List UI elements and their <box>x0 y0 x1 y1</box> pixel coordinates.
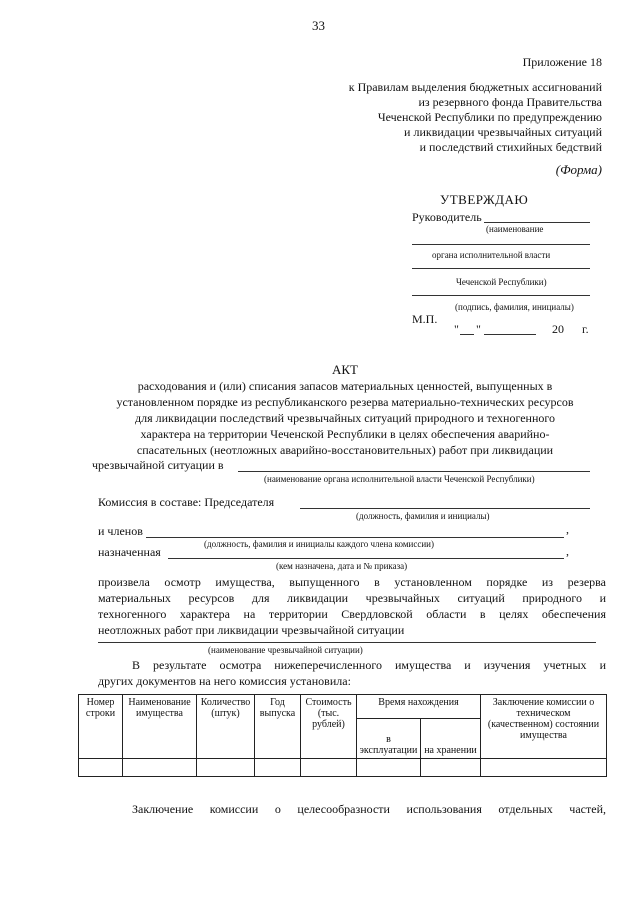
act-line: спасательных (неотложных аварийно-восстановительных) работ при ликвидации <box>136 443 554 457</box>
table-cell <box>197 759 255 777</box>
col-header-name: Наименование имущества <box>123 695 197 759</box>
page-number: 33 <box>312 18 325 33</box>
appointed-comma: , <box>566 544 569 558</box>
table-cell <box>301 759 357 777</box>
table-cell <box>123 759 197 777</box>
stamp-place: М.П. <box>412 312 438 326</box>
members-label: и членов <box>98 524 143 538</box>
approve-caption-name: (наименование <box>486 224 544 234</box>
col-header-in-storage: на хранении <box>421 719 481 759</box>
appendix-line: из резервного фонда Правительства <box>418 95 602 109</box>
members-comma: , <box>566 522 569 536</box>
members-line <box>146 537 564 538</box>
inventory-table <box>78 694 607 777</box>
result-line: В результате осмотра нижеперечисленного имущества и изучения учетных и <box>132 658 606 672</box>
table-cell <box>255 759 301 777</box>
date-day-line <box>460 334 474 335</box>
org-line <box>412 244 590 245</box>
chair-caption: (должность, фамилия и инициалы) <box>356 511 490 521</box>
date-month-line <box>484 334 536 335</box>
date-year-suffix: г. <box>582 322 589 336</box>
signature-line <box>412 295 590 296</box>
situation-line <box>98 642 596 643</box>
inspection-line: неотложных работ при ликвидации чрезвычайной ситуации <box>98 623 405 637</box>
approve-caption-org: органа исполнительной власти <box>432 250 551 260</box>
head-line <box>484 222 590 223</box>
date-quote-open: " <box>454 322 459 336</box>
situation-caption: (наименование чрезвычайной ситуации) <box>208 645 363 655</box>
footer-line: Заключение комиссии о целесообразности использования отдельных частей, <box>132 802 606 816</box>
col-header-conclusion: Заключение комиссии о техническом (качественном) состоянии имущества <box>481 695 607 759</box>
table-cell <box>79 759 123 777</box>
chair-line <box>300 508 590 509</box>
org-caption: (наименование органа исполнительной власти Чеченской Республики) <box>264 474 535 484</box>
form-label: (Форма) <box>555 162 602 177</box>
approve-caption-signature: (подпись, фамилия, инициалы) <box>455 302 574 312</box>
appointed-line <box>168 558 564 559</box>
inspection-line: техногенного характера на территории Свердловской области в целях обеспечения <box>98 607 606 621</box>
act-line: характера на территории Чеченской Республики в целях обеспечения аварийно- <box>140 427 550 441</box>
approve-caption-republic: Чеченской Республики) <box>456 277 547 287</box>
col-header-num: Номер строки <box>79 695 123 759</box>
table-cell <box>421 759 481 777</box>
appendix-line: и ликвидации чрезвычайных ситуаций <box>404 125 602 139</box>
appointed-label: назначенная <box>98 545 161 559</box>
result-line-2: других документов на него комиссия установила: <box>98 674 351 688</box>
col-header-qty: Количество (штук) <box>197 695 255 759</box>
inspection-line: произвела осмотр имущества, выпущенного в установленном порядке из резерва <box>98 575 606 589</box>
act-line: расходования и (или) списания запасов материальных ценностей, выпущенных в <box>137 379 553 393</box>
col-header-location: Время нахождения <box>357 695 481 719</box>
col-header-year: Год выпуска <box>255 695 301 759</box>
date-year: 20 <box>552 322 564 336</box>
inspection-line: материальных ресурсов для ликвидации чрезвычайных ситуаций природного и <box>98 591 606 605</box>
act-title: АКТ <box>332 362 358 377</box>
inspection-text <box>98 574 606 638</box>
col-header-cost: Стоимость (тыс. рублей) <box>301 695 357 759</box>
table-cell <box>481 759 607 777</box>
act-line: установленном порядке из республиканского резерва материально-технических ресурсов <box>116 395 574 409</box>
appendix-title: Приложение 18 <box>522 55 602 69</box>
appendix-line: к Правилам выделения бюджетных ассигнований <box>348 80 602 94</box>
commission-composition: Комиссия в составе: Председателя <box>98 495 275 509</box>
table-row <box>79 759 607 777</box>
act-line-last: чрезвычайной ситуации в <box>92 458 224 472</box>
appendix-text <box>349 80 602 155</box>
head-label: Руководитель <box>412 210 482 224</box>
republic-line <box>412 268 590 269</box>
appendix-line: и последствий стихийных бедствий <box>419 140 602 154</box>
appendix-line: Чеченской Республики по предупреждению <box>377 110 602 124</box>
approve-title: УТВЕРЖДАЮ <box>440 192 529 207</box>
org-fill-line <box>238 471 590 472</box>
date-quote-close: " <box>476 322 481 336</box>
act-body <box>82 378 608 458</box>
table-cell <box>357 759 421 777</box>
col-header-in-use: в эксплуатации <box>357 719 421 759</box>
members-caption: (должность, фамилия и инициалы каждого члена комиссии) <box>204 539 434 549</box>
act-line: для ликвидации последствий чрезвычайных ситуаций природного и техногенного <box>135 411 555 425</box>
appointed-caption: (кем назначена, дата и № приказа) <box>276 561 408 571</box>
